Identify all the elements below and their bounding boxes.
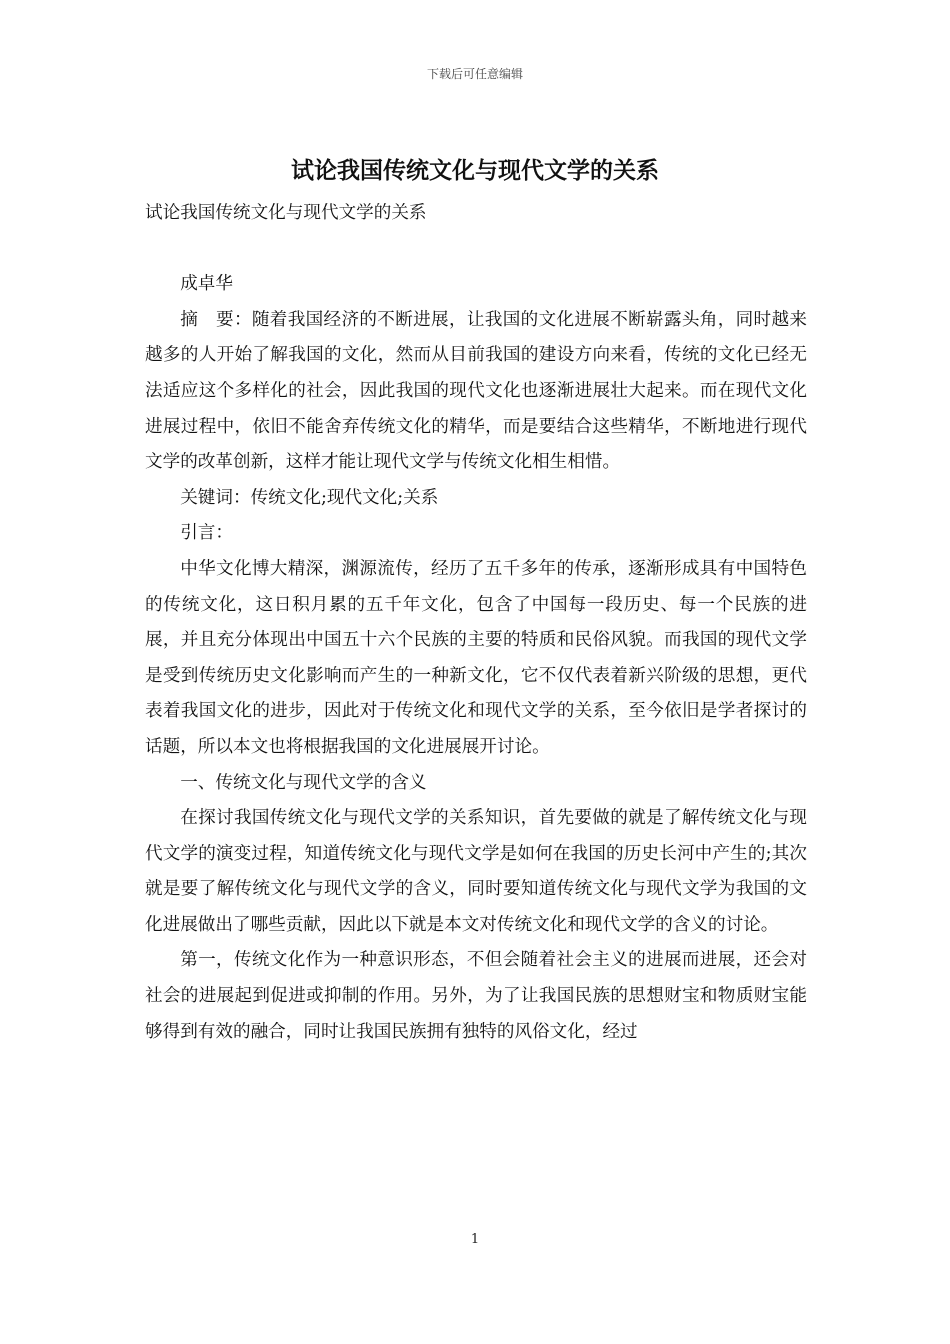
document-title: 试论我国传统文化与现代文学的关系 [291,157,659,184]
intro-heading: 引言： [180,523,233,544]
section-1-point-1: 第一，传统文化作为一种意识形态，不但会随着社会主义的进展而进展，还会对社会的进展起到促进或抑制的作用。另外，为了让我国民族的思想财宝和物质财宝能够得到有效的融合，同时让我国民族拥有独特的风俗文化，经过 [145,950,807,1042]
keywords-line: 关键词：传统文化;现代文化;关系 [180,487,439,508]
section-1-paragraph: 在探讨我国传统文化与现代文学的关系知识，首先要做的就是了解传统文化与现代文学的演变过程，知道传统文化与现代文学是如何在我国的历史长河中产生的;其次就是要了解传统文化与现代文学的含义，同时要知道传统文化与现代文学为我国的文化进展做出了哪些贡献，因此以下就是本文对传统文化和现代文学的含义的讨论。 [145,808,807,935]
section-heading-1: 一、传统文化与现代文学的含义 [180,772,427,793]
intro-paragraph: 中华文化博大精深，渊源流传，经历了五千多年的传承，逐渐形成具有中国特色的传统文化，这日积月累的五千年文化，包含了中国每一段历史、每一个民族的进展，并且充分体现出中国五十六个民族的主要的特质和民俗风貌。而我国的现代文学是受到传统历史文化影响而产生的一种新文化，它不仅代表着新兴阶级的思想，更代表着我国文化的进步，因此对于传统文化和现代文学的关系，至今依旧是学者探讨的话题，所以本文也将根据我国的文化进展展开讨论。 [145,558,807,757]
page-number: 1 [470,1232,480,1247]
page-header-note: 下载后可任意编辑 [426,67,523,81]
document-subtitle: 试论我国传统文化与现代文学的关系 [145,203,427,223]
author-name: 成卓华 [180,274,233,295]
abstract-paragraph: 摘 要：随着我国经济的不断进展，让我国的文化进展不断崭露头角，同时越来越多的人开始了解我国的文化，然而从目前我国的建设方向来看，传统的文化已经无法适应这个多样化的社会，因此我国的现代文化也逐渐进展壮大起来。而在现代文化进展过程中，依旧不能舍弃传统文化的精华，而是要结合这些精华，不断地进行现代文学的改革创新，这样才能让现代文学与传统文化相生相惜。 [145,309,807,473]
blank-line [145,232,807,268]
document-body [145,196,807,1050]
